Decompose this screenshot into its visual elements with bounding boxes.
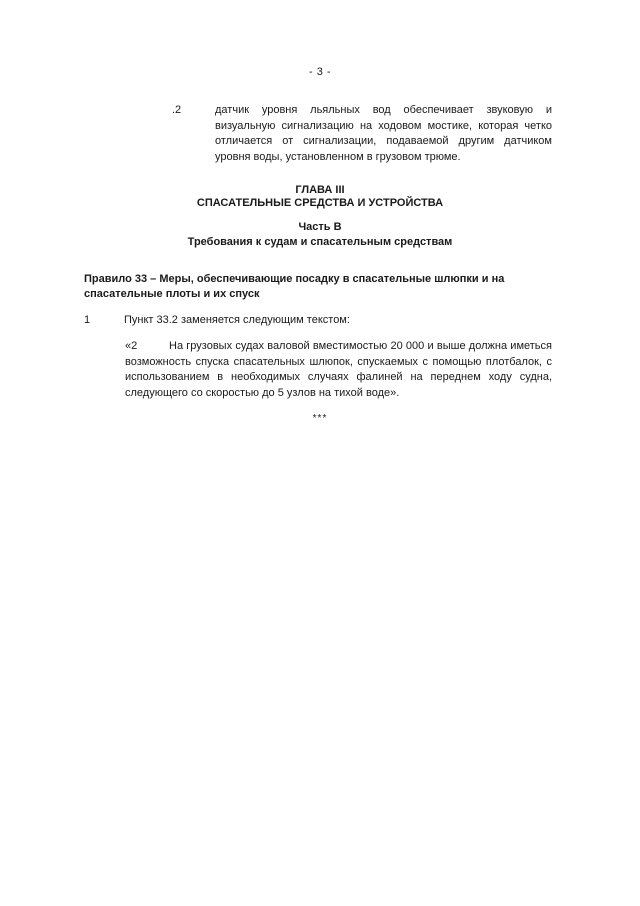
rule-title: Правило 33 – Меры, обеспечивающие посадку в спасательные шлюпки и на спасательные плоты и их спуск — [84, 273, 505, 300]
page-number: - 3 - — [308, 66, 332, 78]
sub-item-2 — [172, 103, 552, 165]
part-label: Часть B — [298, 221, 342, 233]
part-title: Требования к судам и спасательным средствам — [187, 236, 453, 248]
quoted-amendment — [125, 339, 552, 401]
paragraph-number: 1 — [84, 314, 91, 326]
end-mark: *** — [312, 413, 328, 424]
sub-item-text: датчик уровня льяльных вод обеспечивает звуковую и визуальную сигнализацию на ходовом мостике, которая четко отличается от сигнализации, подаваемой другим датчиком уровня воды, установленном в грузовом трюме. — [215, 104, 552, 163]
paragraph-text: Пункт 33.2 заменяется следующим текстом: — [124, 314, 350, 326]
quote-text: На грузовых судах валовой вместимостью 20 000 и выше должна иметься возможность спуска спасательных шлюпок, спускаемых с помощью плотбалок, с использованием в необходимых случаях фалиней на переднем ходу судна, следующего со скоростью до 5 узлов на тихой воде». — [125, 340, 552, 399]
quote-lead-number: «2 — [125, 340, 138, 352]
sub-item-number: .2 — [172, 104, 182, 116]
chapter-title: СПАСАТЕЛЬНЫЕ СРЕДСТВА И УСТРОЙСТВА — [196, 197, 444, 209]
chapter-label: ГЛАВА III — [295, 184, 345, 196]
